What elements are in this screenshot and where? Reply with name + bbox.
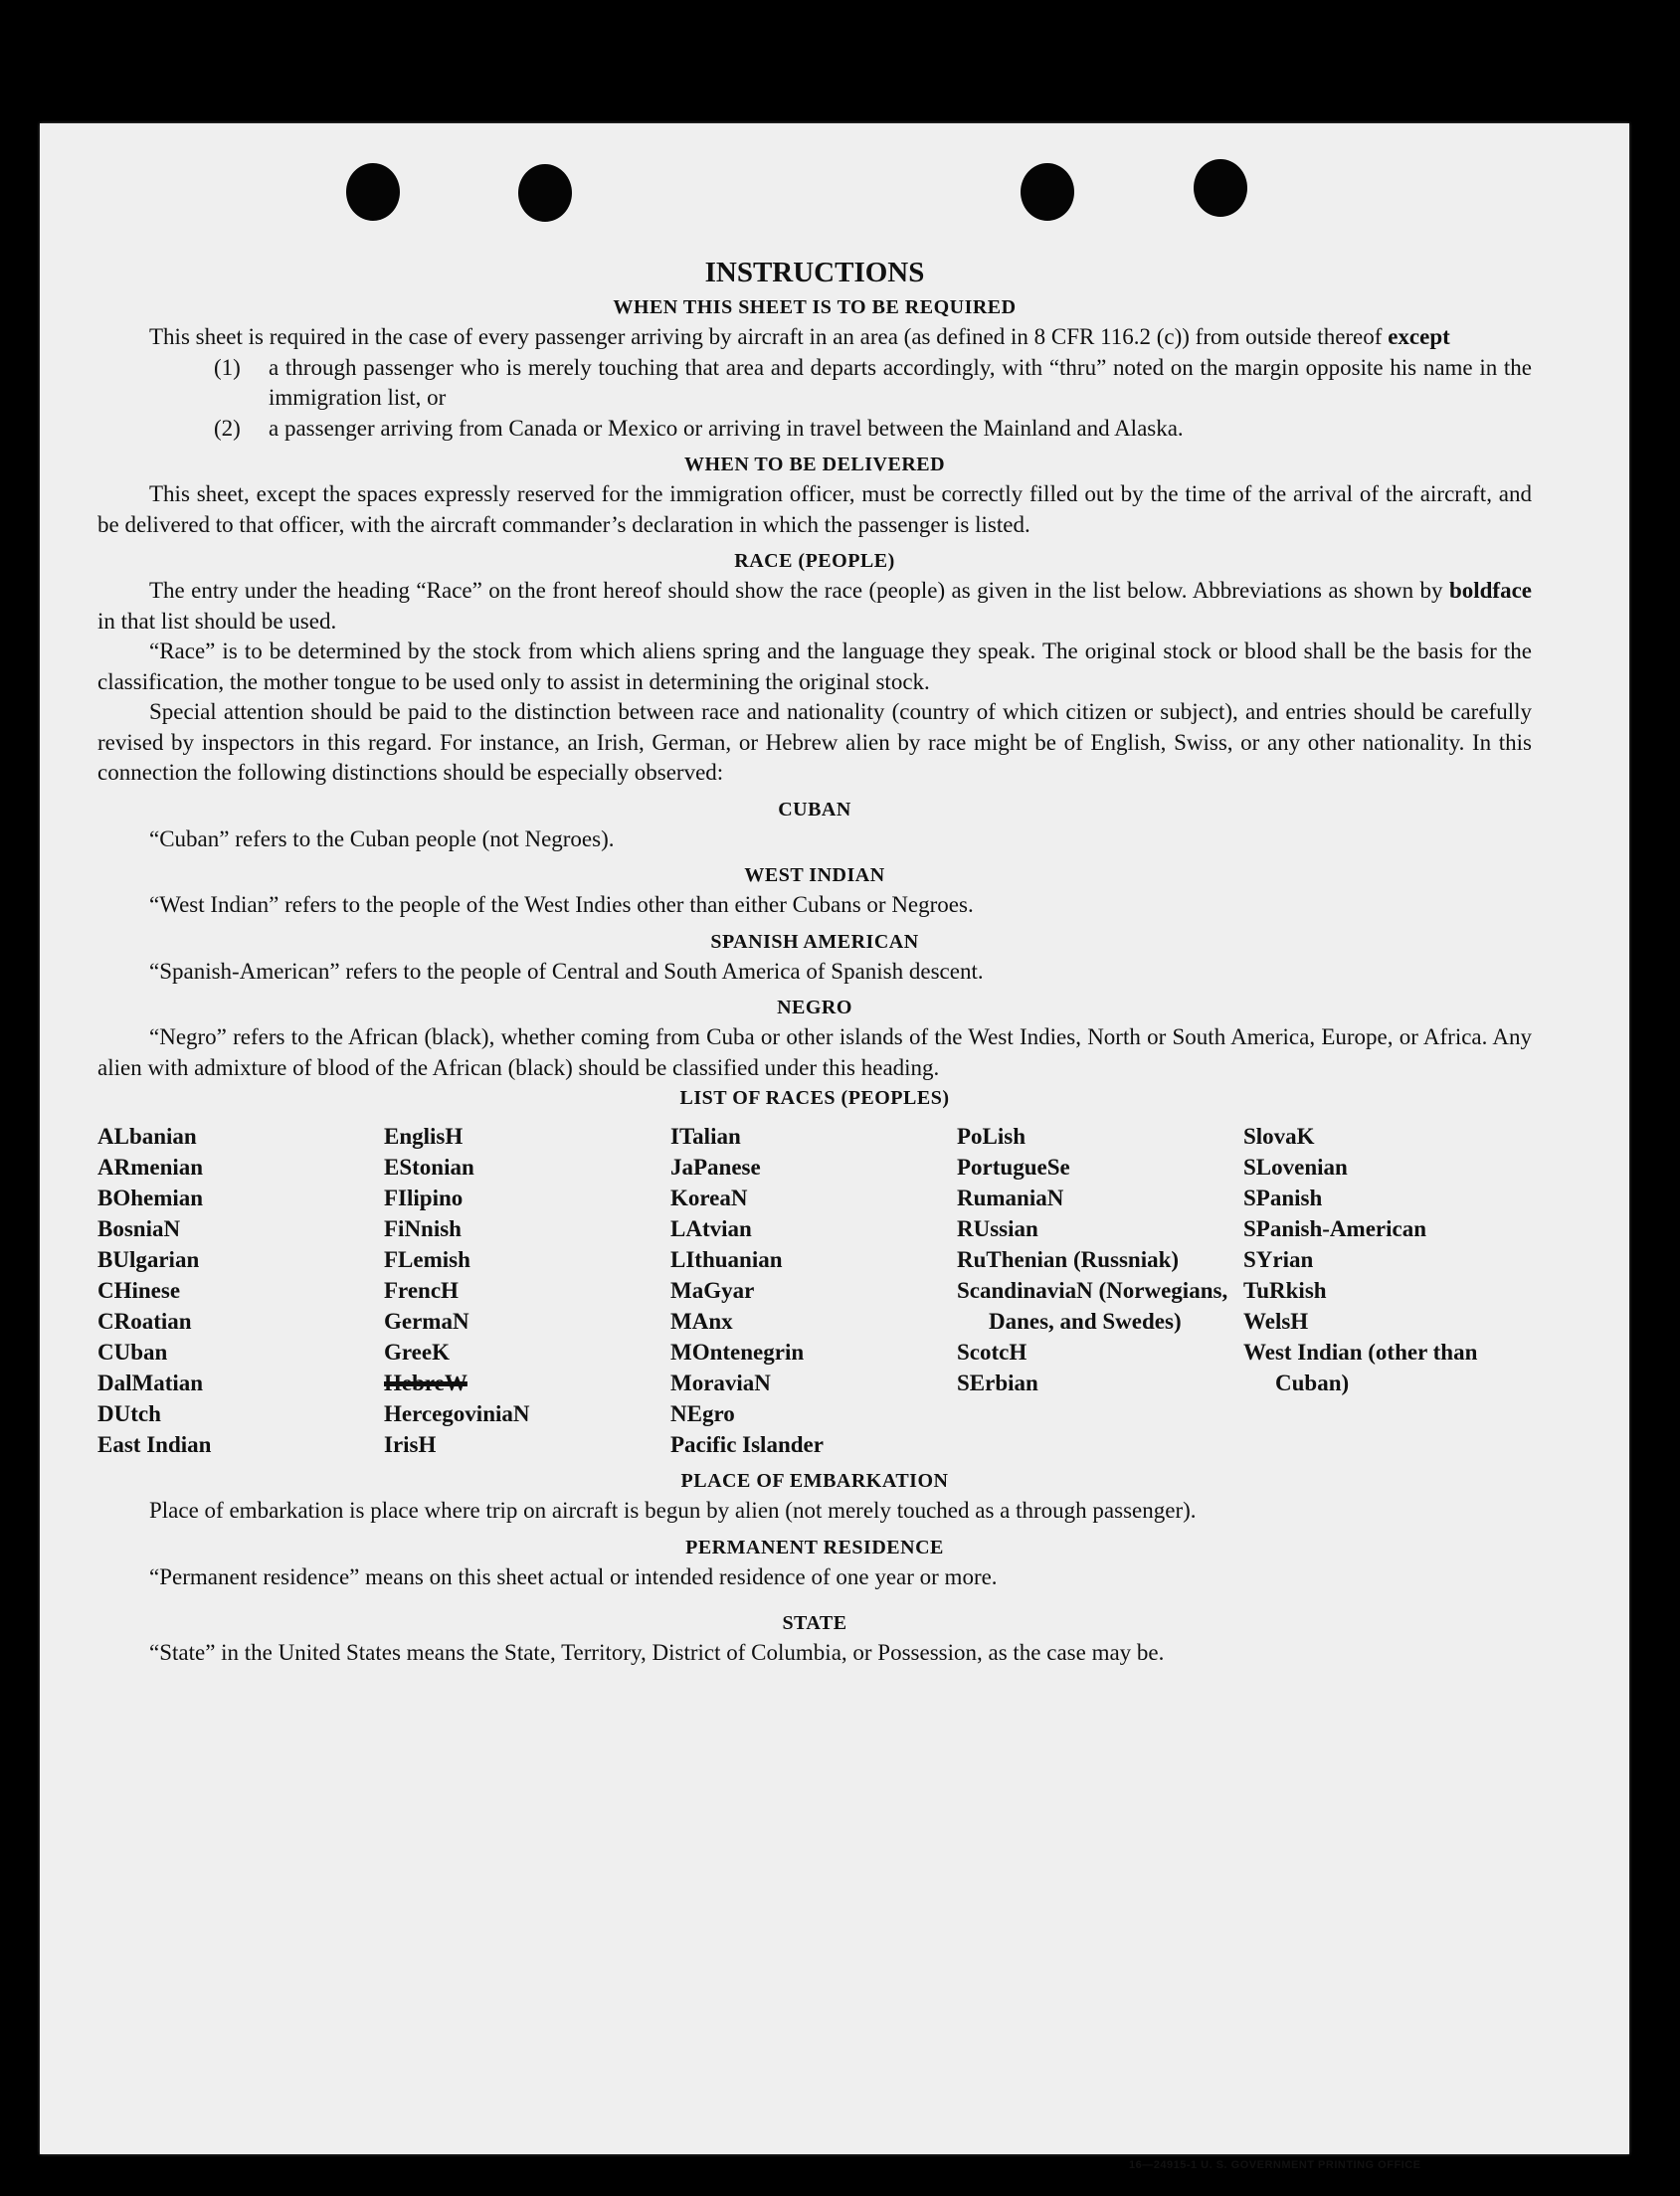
required-intro: This sheet is required in the case of every passenger arriving by aircraft in an area (as defined in 8 CFR 116.2 (c)) from outside thereof except [149,324,1450,349]
negro-text: “Negro” refers to the African (black), whether coming from Cuba or other islands of the West Indies, North or South America, Europe, or Africa. Any alien with admixture of blood of the African (black) should be classified under this heading. [97,1024,1532,1080]
race-entry: PoLish [957,1124,1027,1149]
race-entry: HercegoviniaN [384,1401,530,1426]
race-entry: BosniaN [97,1216,181,1241]
section-heading-required: WHEN THIS SHEET IS TO BE REQUIRED [613,296,1017,318]
west-indian-text: “West Indian” refers to the people of the West Indies other than either Cubans or Negroes. [149,892,974,917]
races-column [1243,1121,1532,1460]
section-heading-west-indian: WEST INDIAN [744,864,885,886]
race-entry: West Indian (other than Cuban) [1243,1340,1478,1395]
race-entry: CHinese [97,1278,181,1303]
race-entry: FrencH [384,1278,459,1303]
race-entry: GermaN [384,1309,469,1334]
race-entry: FIlipino [384,1186,464,1210]
race-entry: EnglisH [384,1124,464,1149]
race-entry: EStonian [384,1155,474,1180]
race-entry: BOhemian [97,1186,204,1210]
race-paragraph-1: The entry under the heading “Race” on the front hereof should show the race (people) as given in the list below. Abbreviations as shown by boldface in that list should be used. [97,578,1533,634]
race-entry: DUtch [97,1401,161,1426]
race-entry: ARmenian [97,1155,204,1180]
race-entry: LAtvian [670,1216,752,1241]
race-entry: MAnx [670,1309,733,1334]
race-entry: ScandinaviaN (Norwegians, Danes, and Swedes) [957,1278,1228,1334]
race-entry: ALbanian [97,1124,197,1149]
race-entry: MoraviaN [670,1371,771,1395]
section-heading-residence: PERMANENT RESIDENCE [685,1536,944,1558]
race-entry: JaPanese [670,1155,761,1180]
race-entry: SLovenian [1243,1155,1348,1180]
race-entry: IrisH [384,1432,437,1457]
races-column [97,1121,384,1460]
race-entry: KoreaN [670,1186,748,1210]
race-entry: ITalian [670,1124,741,1149]
races-list [97,1121,1532,1460]
spanish-american-text: “Spanish-American” refers to the people of Central and South America of Spanish descent. [149,958,984,984]
race-entry: WelsH [1243,1309,1309,1334]
page-title: INSTRUCTIONS [704,257,925,288]
exception-item: (1) a through passenger who is merely touching that area and departs accordingly, with “thru” noted on the margin opposite his name in the immigration list, or [214,354,1532,410]
races-column [384,1121,670,1460]
race-entry: East Indian [97,1432,212,1457]
race-entry: SlovaK [1243,1124,1315,1149]
section-heading-races-list: LIST OF RACES (PEOPLES) [679,1087,950,1109]
race-entry: BUlgarian [97,1247,200,1272]
section-heading-state: STATE [782,1612,847,1634]
state-text: “State” in the United States means the State, Territory, District of Columbia, or Possession, as the case may be. [149,1640,1165,1665]
race-entry: DalMatian [97,1371,204,1395]
race-entry: LIthuanian [670,1247,783,1272]
printer-imprint: 16—24915-1 U. S. GOVERNMENT PRINTING OFFICE [1129,2159,1421,2171]
race-entry: RumaniaN [957,1186,1064,1210]
punch-hole [346,163,400,221]
race-entry: MOntenegrin [670,1340,805,1365]
race-entry: CRoatian [97,1309,192,1334]
section-heading-race: RACE (PEOPLE) [734,550,895,572]
race-entry: HebreW [384,1371,467,1395]
race-entry: CUban [97,1340,168,1365]
race-entry: NEgro [670,1401,735,1426]
race-entry: SErbian [957,1371,1038,1395]
race-entry: RUssian [957,1216,1038,1241]
embarkation-text: Place of embarkation is place where trip on aircraft is begun by alien (not merely touched as a through passenger). [149,1498,1197,1523]
section-heading-spanish-american: SPANISH AMERICAN [710,930,919,953]
cuban-text: “Cuban” refers to the Cuban people (not Negroes). [149,825,615,851]
section-heading-negro: NEGRO [777,997,852,1018]
race-entry: FLemish [384,1247,470,1272]
punch-hole [1021,163,1074,221]
section-heading-delivered: WHEN TO BE DELIVERED [683,454,946,475]
section-heading-cuban: CUBAN [778,798,851,821]
race-entry: ScotcH [957,1340,1027,1365]
race-entry: FiNnish [384,1216,462,1241]
race-entry: PortugueSe [957,1155,1070,1180]
residence-text: “Permanent residence” means on this sheet actual or intended residence of one year or more. [149,1563,998,1589]
race-entry: SPanish-American [1243,1216,1426,1241]
race-entry: Pacific Islander [670,1432,824,1457]
race-paragraph-2: “Race” is to be determined by the stock from which aliens spring and the language they speak. The original stock or blood shall be the basis for the classification, the mother tongue to be used only to assist in determining the original stock. [97,639,1532,694]
punch-hole [1194,159,1247,217]
delivered-text: This sheet, except the spaces expressly reserved for the immigration officer, must be correctly filled out by the time of the arrival of the aircraft, and be delivered to that officer, with the aircraft commander’s declaration in which the passenger is listed. [97,481,1532,537]
races-column [670,1121,957,1460]
races-column [957,1121,1243,1460]
race-entry: RuThenian (Russniak) [957,1247,1180,1272]
document-sheet [40,123,1629,2171]
race-entry: SPanish [1243,1186,1323,1210]
race-entry: SYrian [1243,1247,1314,1272]
section-heading-embarkation: PLACE OF EMBARKATION [680,1470,949,1492]
race-entry: GreeK [384,1340,450,1365]
race-paragraph-3: Special attention should be paid to the distinction between race and nationality (country of which citizen or subject), and entries should be carefully revised by inspectors in this regard. For instance, an Irish, German, or Hebrew alien by race might be of English, Swiss, or any other nationality. In this connection the following distinctions should be especially observed: [97,699,1532,785]
punch-hole [518,164,572,222]
race-entry: TuRkish [1243,1278,1327,1303]
race-entry: MaGyar [670,1278,755,1303]
document-content [97,253,1532,1669]
exception-item: (2) a passenger arriving from Canada or Mexico or arriving in travel between the Mainland and Alaska. [214,415,1184,441]
